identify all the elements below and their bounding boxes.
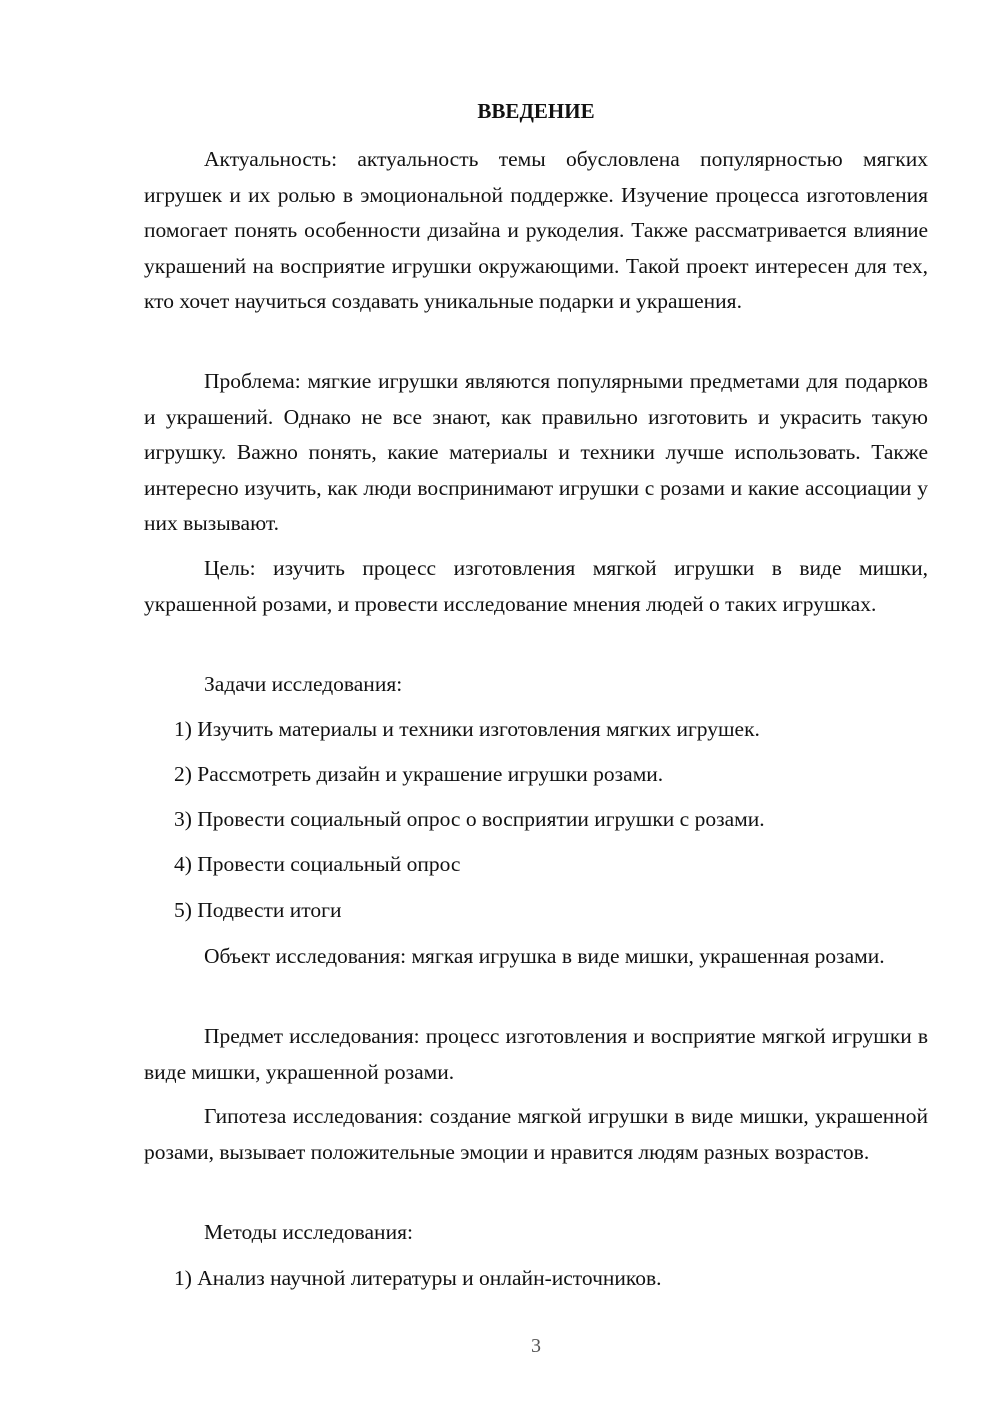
relevance-paragraph: Актуальность: актуальность темы обусловлена популярностью мягких игрушек и их ролью в эмоциональной поддержке. Изучение процесса изготовления помогает понять особенности дизайна и рукоделия. Также рассматривается влияние украшений на восприятие игрушки окружающими. Такой проект интересен для тех, кто хочет научиться создавать уникальные подарки и украшения. — [144, 147, 928, 313]
task-item-4: 4) Провести социальный опрос — [174, 852, 461, 876]
tasks-heading: Задачи исследования: — [204, 672, 403, 696]
subject-paragraph: Предмет исследования: процесс изготовления и восприятие мягкой игрушки в виде мишки, украшенной розами. — [144, 1024, 928, 1084]
section-heading: ВВЕДЕНИЕ — [477, 99, 595, 123]
task-item-1: 1) Изучить материалы и техники изготовления мягких игрушек. — [174, 717, 760, 741]
task-item-2: 2) Рассмотреть дизайн и украшение игрушки розами. — [174, 762, 664, 786]
hypothesis-paragraph: Гипотеза исследования: создание мягкой игрушки в виде мишки, украшенной розами, вызывает положительные эмоции и нравится людям разных возрастов. — [144, 1104, 928, 1164]
object-paragraph: Объект исследования: мягкая игрушка в виде мишки, украшенная розами. — [204, 944, 885, 968]
methods-heading: Методы исследования: — [204, 1220, 413, 1244]
page-number: 3 — [531, 1335, 541, 1357]
task-item-3: 3) Провести социальный опрос о восприятии игрушки с розами. — [174, 807, 765, 831]
goal-paragraph: Цель: изучить процесс изготовления мягкой игрушки в виде мишки, украшенной розами, и провести исследование мнения людей о таких игрушках. — [144, 556, 928, 616]
method-item-1: 1) Анализ научной литературы и онлайн-источников. — [174, 1266, 662, 1290]
task-item-5: 5) Подвести итоги — [174, 898, 342, 922]
problem-paragraph: Проблема: мягкие игрушки являются популярными предметами для подарков и украшений. Однако не все знают, как правильно изготовить и украсить такую игрушку. Важно понять, какие материалы и техники лучше использовать. Также интересно изучить, как люди воспринимают игрушки с розами и какие ассоциации у них вызывают. — [144, 369, 928, 535]
